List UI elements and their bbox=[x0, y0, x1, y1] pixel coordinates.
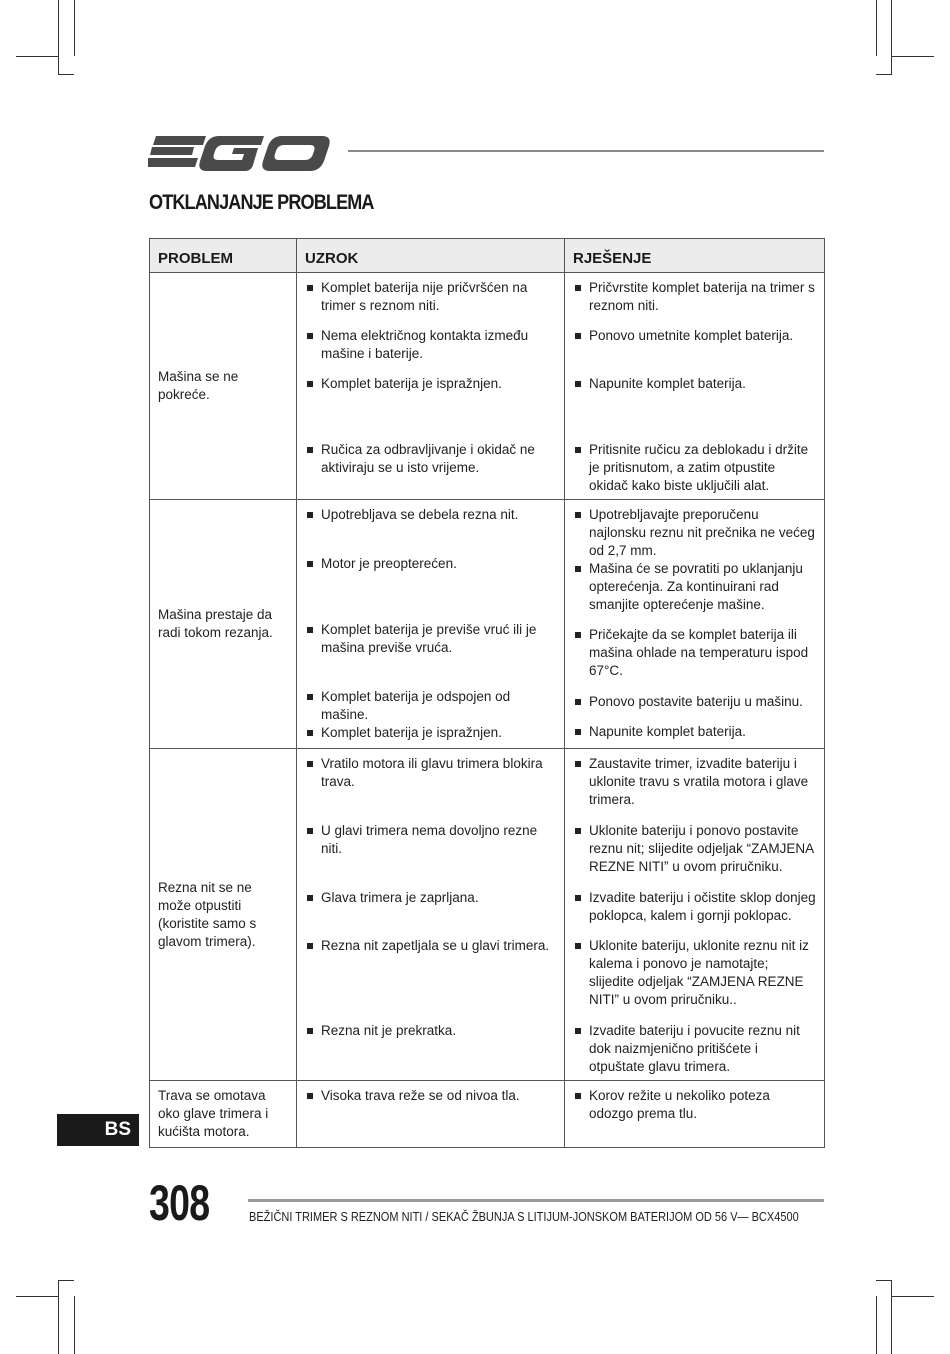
language-tab bbox=[57, 1114, 139, 1146]
cause-item: Rezna nit zapetljala se u glavi trimera. bbox=[305, 937, 556, 1022]
cause-item: Nema električnog kontakta između mašine i baterije. bbox=[305, 327, 556, 375]
cause-cell bbox=[297, 273, 565, 500]
cause-item: Motor je preopterećen. bbox=[305, 555, 556, 621]
cause-item: Komplet baterija je ispražnjen. bbox=[305, 724, 556, 744]
cause-item: Vratilo motora ili glavu trimera blokira trava. bbox=[305, 755, 556, 822]
solution-item: Pritisnite ručicu za deblokadu i držite je pritisnutom, a zatim otpustite okidač kako biste uključili alat. bbox=[573, 441, 816, 495]
table-row bbox=[150, 749, 825, 1081]
table-header-row bbox=[150, 239, 825, 273]
solution-cell bbox=[565, 1081, 825, 1148]
cause-cell bbox=[297, 1081, 565, 1148]
cause-cell bbox=[297, 749, 565, 1081]
solution-item: Zaustavite trimer, izvadite bateriju i uklonite travu s vratila motora i glave trimera. bbox=[573, 755, 816, 822]
ego-logo bbox=[148, 128, 332, 174]
solution-cell bbox=[565, 273, 825, 500]
problem-cell: Trava se omotava oko glave trimera i kućišta motora. bbox=[150, 1081, 297, 1148]
crop-mark bbox=[892, 1296, 934, 1297]
cause-item: Komplet baterija je previše vruć ili je mašina previše vruća. bbox=[305, 621, 556, 688]
cause-item: Rezna nit je prekratka. bbox=[305, 1022, 556, 1076]
crop-mark bbox=[892, 56, 934, 57]
solution-item: Mašina će se povratiti po uklanjanju opterećenja. Za kontinuirani rad smanjite opterećenje mašine. bbox=[573, 560, 816, 626]
cause-item: Visoka trava reže se od nivoa tla. bbox=[305, 1087, 556, 1105]
cause-item: Komplet baterija je odspojen od mašine. bbox=[305, 688, 556, 724]
solution-item: Napunite komplet baterija. bbox=[573, 375, 816, 441]
footer-text: BEŽIČNI TRIMER S REZNOM NITI / SEKAČ ŽBUNJA S LITIJUM-JONSKOM BATERIJOM OD 56 V— BCX4500 bbox=[249, 1210, 799, 1224]
crop-mark bbox=[876, 1296, 877, 1354]
solution-cell bbox=[565, 500, 825, 749]
table-row bbox=[150, 273, 825, 500]
solution-item: Korov režite u nekoliko poteza odozgo prema tlu. bbox=[573, 1087, 816, 1123]
solution-item: Ponovo postavite bateriju u mašinu. bbox=[573, 693, 816, 723]
crop-mark bbox=[74, 1296, 75, 1354]
crop-mark bbox=[876, 74, 892, 75]
crop-mark bbox=[58, 1280, 74, 1281]
cause-cell bbox=[297, 500, 565, 749]
language-label: BS bbox=[104, 1119, 131, 1140]
crop-mark bbox=[58, 74, 74, 75]
crop-mark bbox=[891, 1280, 892, 1354]
solution-item: Izvadite bateriju i očistite sklop donjeg poklopca, kalem i gornji poklopac. bbox=[573, 889, 816, 937]
crop-mark bbox=[74, 0, 75, 56]
cause-item: U glavi trimera nema dovoljno rezne niti. bbox=[305, 822, 556, 889]
cause-item: Komplet baterija je ispražnjen. bbox=[305, 375, 556, 441]
crop-mark bbox=[891, 0, 892, 74]
header-solution: RJEŠENJE bbox=[565, 239, 825, 273]
header-problem: PROBLEM bbox=[150, 239, 297, 273]
crop-mark bbox=[876, 1280, 892, 1281]
solution-item: Upotrebljavajte preporučenu najlonsku reznu nit prečnika ne većeg od 2,7 mm. bbox=[573, 506, 816, 560]
cause-item: Komplet baterija nije pričvršćen na trimer s reznom niti. bbox=[305, 279, 556, 327]
solution-item: Pričvrstite komplet baterija na trimer s reznom niti. bbox=[573, 279, 816, 327]
crop-mark bbox=[16, 56, 58, 57]
problem-cell: Mašina prestaje da radi tokom rezanja. bbox=[150, 500, 297, 749]
cause-item: Ručica za odbravljivanje i okidač ne aktiviraju se u isto vrijeme. bbox=[305, 441, 556, 495]
solution-cell bbox=[565, 749, 825, 1081]
header-cause: UZROK bbox=[297, 239, 565, 273]
page-title: OTKLANJANJE PROBLEMA bbox=[149, 191, 374, 214]
problem-cell: Mašina se ne pokreće. bbox=[150, 273, 297, 500]
crop-mark bbox=[16, 1296, 58, 1297]
crop-mark bbox=[876, 0, 877, 56]
cause-item: Glava trimera je zaprljana. bbox=[305, 889, 556, 937]
page-number: 308 bbox=[149, 1175, 210, 1231]
solution-item: Uklonite bateriju i ponovo postavite reznu nit; slijedite odjeljak “ZAMJENA REZNE NITI” u ovom priručniku. bbox=[573, 822, 816, 889]
solution-item: Izvadite bateriju i povucite reznu nit dok naizmjenično pritišćete i otpuštate glavu trimera. bbox=[573, 1022, 816, 1076]
table-row bbox=[150, 500, 825, 749]
solution-item: Uklonite bateriju, uklonite reznu nit iz kalema i ponovo je namotajte; slijedite odjeljak “ZAMJENA REZNE NITI” u ovom priručniku.. bbox=[573, 937, 816, 1022]
crop-mark bbox=[58, 1280, 59, 1354]
problem-cell: Rezna nit se ne može otpustiti (koristite samo s glavom trimera). bbox=[150, 749, 297, 1081]
solution-item: Pričekajte da se komplet baterija ili mašina ohlade na temperaturu ispod 67°C. bbox=[573, 626, 816, 693]
header-rule bbox=[348, 150, 824, 152]
table-row bbox=[150, 1081, 825, 1148]
solution-item: Ponovo umetnite komplet baterija. bbox=[573, 327, 816, 375]
troubleshooting-table bbox=[149, 238, 824, 1148]
footer-rule bbox=[248, 1199, 824, 1202]
cause-item: Upotrebljava se debela rezna nit. bbox=[305, 506, 556, 555]
solution-item: Napunite komplet baterija. bbox=[573, 723, 816, 743]
crop-mark bbox=[58, 0, 59, 74]
